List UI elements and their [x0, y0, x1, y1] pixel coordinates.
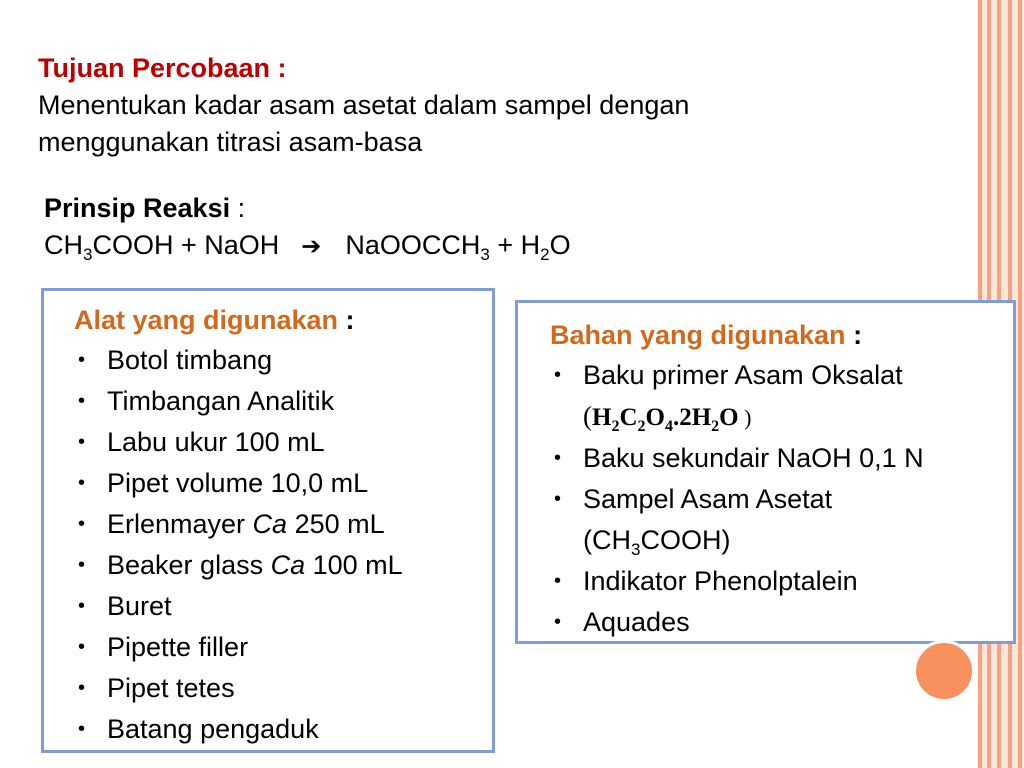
bullet-icon: • — [78, 513, 86, 535]
prinsip-colon: : — [230, 193, 246, 223]
formula-o: O — [645, 404, 665, 431]
alat-colon: : — [338, 305, 355, 335]
formula-c-sub: 2 — [637, 418, 646, 435]
bullet-icon: • — [554, 570, 562, 592]
reaction-arrow-icon: ➔ — [301, 233, 322, 260]
list-item — [550, 355, 924, 438]
list-item — [74, 422, 403, 463]
alat-item-post: 250 mL — [287, 509, 385, 539]
bahan-item-2-text: Baku sekundair NaOH 0,1 N — [583, 443, 924, 473]
alat-item-text: Pipet volume 10,0 mL — [107, 468, 369, 498]
list-item — [74, 381, 403, 422]
list-item — [74, 545, 403, 586]
alat-heading: Alat yang digunakan — [74, 305, 339, 335]
bahan-item-3-sub: 3 — [631, 540, 641, 559]
bullet-icon: • — [78, 390, 86, 412]
reaction-equation — [44, 227, 571, 265]
bullet-icon: • — [78, 636, 86, 658]
alat-item-post: 100 mL — [305, 550, 403, 580]
product-o: O — [549, 230, 571, 260]
bullet-icon: • — [78, 554, 86, 576]
bahan-item-1-text: Baku primer Asam Oksalat — [583, 360, 903, 390]
stripe-line — [1018, 0, 1022, 768]
formula-h: H — [592, 404, 612, 431]
bahan-heading-row — [550, 315, 924, 355]
bahan-box — [515, 300, 1016, 644]
formula-h2-sub: 2 — [711, 418, 720, 435]
bullet-icon: • — [554, 364, 562, 386]
formula-open-paren: ( — [583, 401, 592, 431]
formula-h-sub: 2 — [611, 418, 620, 435]
list-item — [74, 709, 403, 750]
product-h: + H — [489, 230, 541, 260]
product-sub: 3 — [480, 245, 490, 264]
bullet-icon: • — [78, 431, 86, 453]
bullet-icon: • — [78, 595, 86, 617]
alat-item-text: Batang pengaduk — [107, 714, 319, 744]
product-h-sub: 2 — [540, 245, 550, 264]
reactant-rest: COOH + NaOH — [92, 230, 280, 260]
list-item — [550, 602, 924, 643]
alat-list — [74, 340, 403, 750]
alat-item-ital: Ca — [252, 509, 288, 539]
bahan-item-3-text: Sampel Asam Asetat — [583, 484, 833, 514]
bahan-heading: Bahan yang digunakan — [550, 320, 846, 350]
prinsip-heading: Prinsip Reaksi — [44, 193, 231, 223]
alat-item-text: Labu ukur 100 mL — [107, 427, 325, 457]
bahan-item-5-text: Aquades — [583, 607, 690, 637]
formula-o2: O — [719, 404, 739, 431]
bahan-colon: : — [845, 320, 863, 350]
list-item — [74, 463, 403, 504]
prinsip-heading-row — [44, 190, 571, 227]
tujuan-line-2: menggunakan titrasi asam-basa — [38, 127, 423, 157]
bullet-icon: • — [78, 677, 86, 699]
alat-item-text: Pipet tetes — [107, 673, 235, 703]
list-item — [550, 561, 924, 602]
decorative-circle — [913, 640, 975, 702]
list-item — [74, 504, 403, 545]
bullet-icon: • — [78, 718, 86, 740]
alat-item-text: Pipette filler — [107, 632, 249, 662]
bahan-item-3-formula-a: (CH — [583, 525, 631, 555]
formula-hydrate: .2H — [672, 404, 712, 431]
alat-item-text: Timbangan Analitik — [107, 386, 335, 416]
alat-heading-row — [74, 300, 403, 340]
list-item — [74, 586, 403, 627]
list-item — [74, 627, 403, 668]
bahan-item-3-formula-b: COOH) — [640, 525, 731, 555]
product-naoocch: NaOOCCH — [345, 230, 481, 260]
oxalic-formula — [592, 404, 739, 435]
tujuan-heading: Tujuan Percobaan : — [38, 53, 287, 83]
reactant-sub: 3 — [83, 245, 93, 264]
bullet-icon: • — [78, 349, 86, 371]
bullet-icon: • — [554, 611, 562, 633]
alat-box — [41, 288, 495, 753]
alat-item-text: Buret — [107, 591, 172, 621]
bullet-icon: • — [554, 488, 562, 510]
formula-o-sub: 4 — [664, 418, 673, 435]
formula-close-paren: ) — [738, 405, 752, 430]
alat-item-text: Botol timbang — [107, 345, 273, 375]
bullet-icon: • — [554, 447, 562, 469]
list-item — [550, 438, 924, 479]
tujuan-line-1: Menentukan kadar asam asetat dalam sampel dengan — [38, 90, 690, 120]
reactant-ch: CH — [44, 230, 83, 260]
alat-item-pre: Beaker glass — [107, 550, 271, 580]
list-item — [550, 479, 924, 561]
formula-c: C — [619, 404, 638, 431]
list-item — [74, 668, 403, 709]
alat-item-pre: Erlenmayer — [107, 509, 253, 539]
tujuan-section — [38, 50, 689, 161]
bahan-item-4-text: Indikator Phenolptalein — [583, 566, 858, 596]
bullet-icon: • — [78, 472, 86, 494]
alat-item-ital: Ca — [270, 550, 306, 580]
list-item — [74, 340, 403, 381]
bahan-list — [550, 355, 924, 643]
prinsip-reaksi-section — [44, 190, 571, 265]
